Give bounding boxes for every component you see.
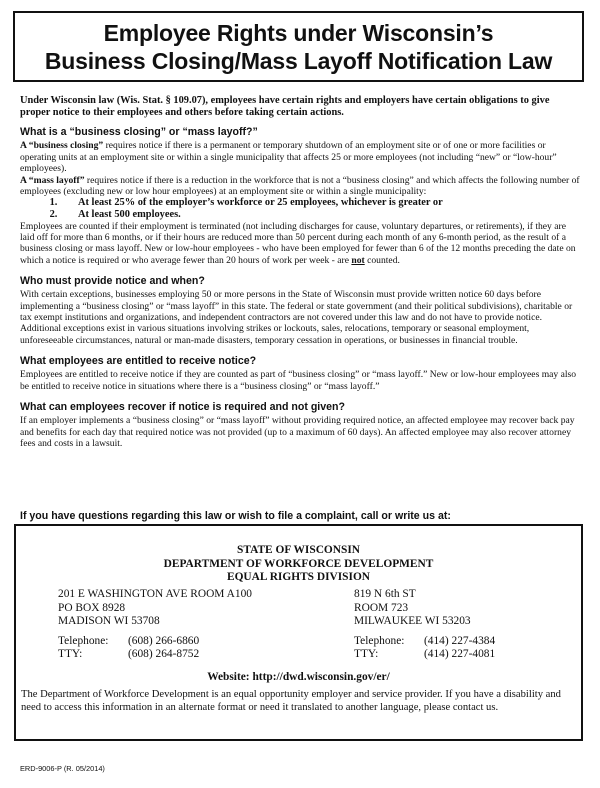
telephone-label: Telephone: <box>354 634 405 647</box>
section-heading-who: Who must provide notice and when? <box>20 275 205 288</box>
tty-label: TTY: <box>354 648 379 660</box>
agency-heading <box>16 544 581 585</box>
counted-employees-paragraph <box>20 221 582 267</box>
madison-address-line-3: MADISON WI 53708 <box>58 615 160 627</box>
page-title-line-1: Employee Rights under Wisconsin’s <box>103 19 494 46</box>
agency-line-department: DEPARTMENT OF WORKFORCE DEVELOPMENT <box>163 557 434 570</box>
milwaukee-tty-row <box>354 648 495 662</box>
who-paragraph: With certain exceptions, businesses employing 50 or more persons in the State of Wisconsin must provide written notice 60 days before implementing a “business closing” or “mass layoff” in this state. The federal or state government (and their political subdivisions), charitable or tax exempt institutions and organizations, and independent contractors are not covered under this law and do not have to provide notice. Additional exceptions exist in various situations involving strikes or lockouts, sales, relocations, temporary or seasonal employment, unforeseeable circumstances, natural or man-made disasters, temporary cessation in operations, or businesses in financial trouble. <box>20 289 573 346</box>
madison-tty[interactable]: (608) 264-8752 <box>128 648 200 660</box>
website-link[interactable]: Website: http://dwd.wisconsin.gov/er/ <box>207 671 390 683</box>
madison-address-line-1: 201 E WASHINGTON AVE ROOM A100 <box>58 588 252 600</box>
milwaukee-office <box>354 588 495 662</box>
mass-layoff-text: requires notice if there is a reduction in the workforce that is not a “business closing” and which affects the following number of employees (excluding new or low hour employees) at an employment site or within a single municipality: <box>20 174 580 198</box>
madison-telephone-row <box>58 635 252 649</box>
mass-layoff-term: A “mass layoff” <box>20 174 85 186</box>
form-id: ERD-9006-P (R. 05/2014) <box>20 764 105 773</box>
milwaukee-tty[interactable]: (414) 227-4081 <box>424 648 496 660</box>
mass-layoff-criteria-list <box>20 197 582 220</box>
agency-line-state: STATE OF WISCONSIN <box>236 544 360 556</box>
list-item: 1. At least 25% of the employer’s workforce or 25 employees, whichever is greater or <box>60 197 582 209</box>
list-item: 2. At least 500 employees. <box>60 209 582 221</box>
madison-office <box>58 588 252 662</box>
madison-telephone[interactable]: (608) 266-6860 <box>128 634 200 647</box>
contact-prompt: If you have questions regarding this law or wish to file a complaint, call or write us at: <box>20 510 451 522</box>
milwaukee-address-line-2: ROOM 723 <box>354 601 409 614</box>
milwaukee-telephone[interactable]: (414) 227-4384 <box>424 634 496 647</box>
madison-address-line-2: PO BOX 8928 <box>58 601 126 614</box>
title-box <box>13 11 584 82</box>
tty-label: TTY: <box>58 648 83 660</box>
telephone-label: Telephone: <box>58 634 109 647</box>
section-heading-what: What is a “business closing” or “mass layoff?” <box>20 126 258 139</box>
contact-box <box>14 524 583 741</box>
counted-text: Employees are counted if their employment is terminated (not including discharges for cause, voluntary departures, or retirements), if they are laid off for more than 6 months, or if their hours are reduced more than 50 percent during each month of any 6-month period, as the result of a business closing or mass layoff. New or low-hour employees - who have been employed for fewer than 6 of the 12 months preceding the date on which a notice is required or who average fewer than 20 hours of work per week - are <box>20 220 576 266</box>
counted-end: counted. <box>364 254 400 266</box>
eeo-statement: The Department of Workforce Development is an equal opportunity employer and service provider. If you have a disability and need to access this information in an alternate format or need it translated to another language, please contact us. <box>21 689 561 713</box>
recover-paragraph: If an employer implements a “business closing” or “mass layoff” without providing required notice, an affected employee may recover back pay and benefits for each day that required notice was not provided (up to a maximum of 60 days). An affected employee may also recover attorney fees and costs in a lawsuit. <box>20 415 575 449</box>
intro-paragraph: Under Wisconsin law (Wis. Stat. § 109.07), employees have certain rights and employers have certain obligations to give proper notice to their employees and others before taking certain actions. <box>20 95 550 119</box>
mass-layoff-definition <box>20 175 582 198</box>
agency-line-division: EQUAL RIGHTS DIVISION <box>226 571 371 584</box>
section-heading-recover: What can employees recover if notice is required and not given? <box>20 401 345 414</box>
counted-emphasis: not <box>351 254 365 266</box>
milwaukee-telephone-row <box>354 635 495 649</box>
madison-tty-row <box>58 648 252 662</box>
section-heading-entitled: What employees are entitled to receive notice? <box>20 355 257 368</box>
business-closing-definition <box>20 140 582 174</box>
document-body <box>20 95 582 449</box>
business-closing-text: requires notice if there is a permanent or temporary shutdown of an employment site or of one or more facilities or operating units at an employment site or within a single municipality that affects 25 or more employees (not including “new” or “low-hour” employees). <box>20 140 557 175</box>
business-closing-term: A “business closing” <box>20 140 104 152</box>
page-title-line-2: Business Closing/Mass Layoff Notification Law <box>44 47 553 74</box>
milwaukee-address-line-3: MILWAUKEE WI 53203 <box>354 615 471 627</box>
milwaukee-address-line-1: 819 N 6th ST <box>354 588 416 600</box>
entitled-paragraph: Employees are entitled to receive notice if they are counted as part of “business closing” or “mass layoff.” New or low-hour employees may also be entitled to receive notice in situations where there is a “business closing” or “mass layoff.” <box>20 369 577 392</box>
